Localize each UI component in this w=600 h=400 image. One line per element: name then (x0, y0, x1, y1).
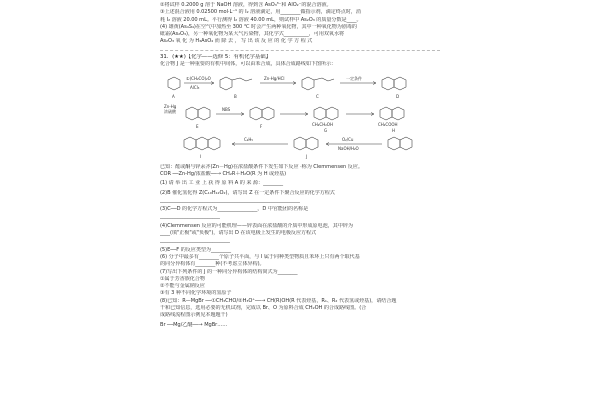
text-line: ③有 3 种不同化学环境的氢原子 (160, 290, 232, 297)
section-heading: 31．(★★)【化学——选修 5：有机化学基础】 (160, 53, 271, 60)
text-line: ①属于芳香族化合物 (160, 275, 205, 282)
molecule-j (294, 137, 318, 159)
text-line: 已知：醛或酮与锌汞齐(Zn－Hg)在浓盐酸条件下发生如下反应 ·称为 Clemmensen 反应。 (160, 163, 363, 170)
molecule-c (302, 77, 334, 99)
text-line: (5)E──F 的反应类型为________ (160, 246, 231, 253)
cond-8: CH₂CH₂OH (312, 121, 333, 127)
label-b: B (234, 93, 237, 99)
text-line: (4) 雄黄(As₄S₄)在空气中加热至 300 ℃ 时会产生两种氧化物，其中一种氧化物为剧毒的 (160, 23, 357, 30)
label-e: E (196, 123, 199, 129)
label-a: A (172, 93, 175, 99)
label-h: H (392, 127, 396, 133)
text-line: (2)B 催化氢化得 Z(C₁₀H₁₂O₂)，请写出 Z 在一定条件下聚合反应的化学方程式 (160, 189, 335, 196)
answer-blank: ____________________________ (160, 237, 230, 244)
text-line: 耗 I₂ 溶液 20.00 mL。平行测得 I₂ 溶液 40.00 mL，则试样中 As₂O₃ 的质量分数是____。 (160, 16, 362, 23)
text-line: Br ──Mg/乙醚──→ MgBr…… (160, 321, 228, 328)
text-line: COR ──Zn-Hg/浓盐酸──→ CH₂R＋H₂O(R 为 H 或烃基) (160, 170, 287, 177)
cond-11: O₂/Cu (342, 136, 354, 142)
text-line: (3)C──D 的化学方程式为________________，D 中官能团的名称是 (160, 206, 309, 213)
label-i: I (200, 153, 202, 159)
section-divider (160, 50, 440, 51)
text-line: (4)Clemmensen 反应的可能机理——锌表面在浓盐酸的介质中形成原电池，其中锌为 (160, 222, 353, 229)
label-c: C (316, 93, 319, 99)
previous-question-block (160, 2, 440, 46)
text-line: As₂O₃ 氧 化 为 H₃AsO₄ 而 除 去 ， 写 出 该 反 应 的 化 学 方 程 式 (160, 38, 313, 45)
molecule-h-copy (388, 137, 412, 150)
molecule-e (186, 107, 210, 129)
text-line: (7)写出下列条件的 J 的一种同分异构体的结构简式为________ (160, 268, 298, 275)
cond-2: AlCl₃ (190, 84, 200, 90)
label-f: F (260, 123, 263, 129)
text-line: ____(填"正极"或"负极")，请写出 D 在该电极上发生的电极反应方程式 (160, 230, 317, 237)
document-column (160, 2, 440, 329)
text-line: (6) 分子中最多有________个原子共平面，与 I 属于同种类型物质且苯环上只有两个取代基 (160, 253, 360, 260)
text-line: 成路线流程图示例见本题题干) (160, 312, 228, 319)
cond-7: NBS (222, 106, 231, 112)
text-line: 砒霜(As₂O₃)，另一种氧化物为某大气污染物，其化学式__________，可用双氧水将 (160, 31, 345, 38)
text-line: (8)已知：R—MgBr ──①CH₃CHO/②H₃O⁺──→ CH(R)OH(R 代表烃基，R₁、R₂ 代表氢或烃基)，请结合题 (160, 297, 397, 304)
molecule-d (382, 77, 406, 99)
cond-1: ①(CH₂CO)₂O (186, 75, 211, 81)
text-line: ②将试样 0.2000 g 溶于 NaOH 溶液，得到含 AsO₃³⁻和 AlO₂⁻的混合溶液。 (160, 2, 332, 8)
synthesis-scheme-svg (160, 70, 440, 162)
text-line: 干和已知信息，选用必要的无机试剂，完成以 Br、O 为原料合成 CH₂OH 的合成路线图。(合 (160, 305, 367, 312)
label-d: D (396, 93, 400, 99)
cond-3: Zn-Hg/HCl (264, 75, 285, 81)
cond-4: 一定条件 (346, 75, 362, 81)
answer-blank: ________________________ (160, 213, 220, 220)
molecule-b (220, 77, 252, 99)
molecule-h (378, 107, 404, 133)
text-line: 的同分异构体有________种(不考虑立体异构)。 (160, 261, 265, 268)
cond-6: 浓硫酸 (164, 108, 176, 114)
cond-5: Zn-Hg (164, 103, 177, 109)
molecule-i (184, 137, 220, 159)
molecule-a (168, 77, 180, 99)
label-j: J (306, 153, 308, 159)
molecule-f (250, 107, 274, 129)
text-line: ②不能与金属钠反应 (160, 283, 205, 290)
synthesis-scheme (160, 70, 440, 162)
cond-9: CH₂COOH (378, 121, 398, 127)
cond-10: C₂H₅ (244, 136, 254, 142)
cond-12: NaOH/H₂O (338, 145, 359, 151)
molecule-g (312, 107, 338, 133)
intro-line: 化合物 J 是一种重要的有机中间体，可以由苯合成，具体合成路线如下图所示： (160, 61, 337, 68)
answer-blank: ________________________________________________________ (160, 196, 300, 203)
label-g: G (324, 127, 328, 133)
text-line: ③上述混合液用 0.02500 mol·L⁻¹ 的 I₂ 溶液滴定，用________做指示剂，滴定终点时，消 (160, 9, 361, 16)
question-block (160, 164, 440, 329)
text-line: (1) 请 举 出 工 业 上 获 得 原 料 A 的 来 源：________ (160, 180, 284, 187)
